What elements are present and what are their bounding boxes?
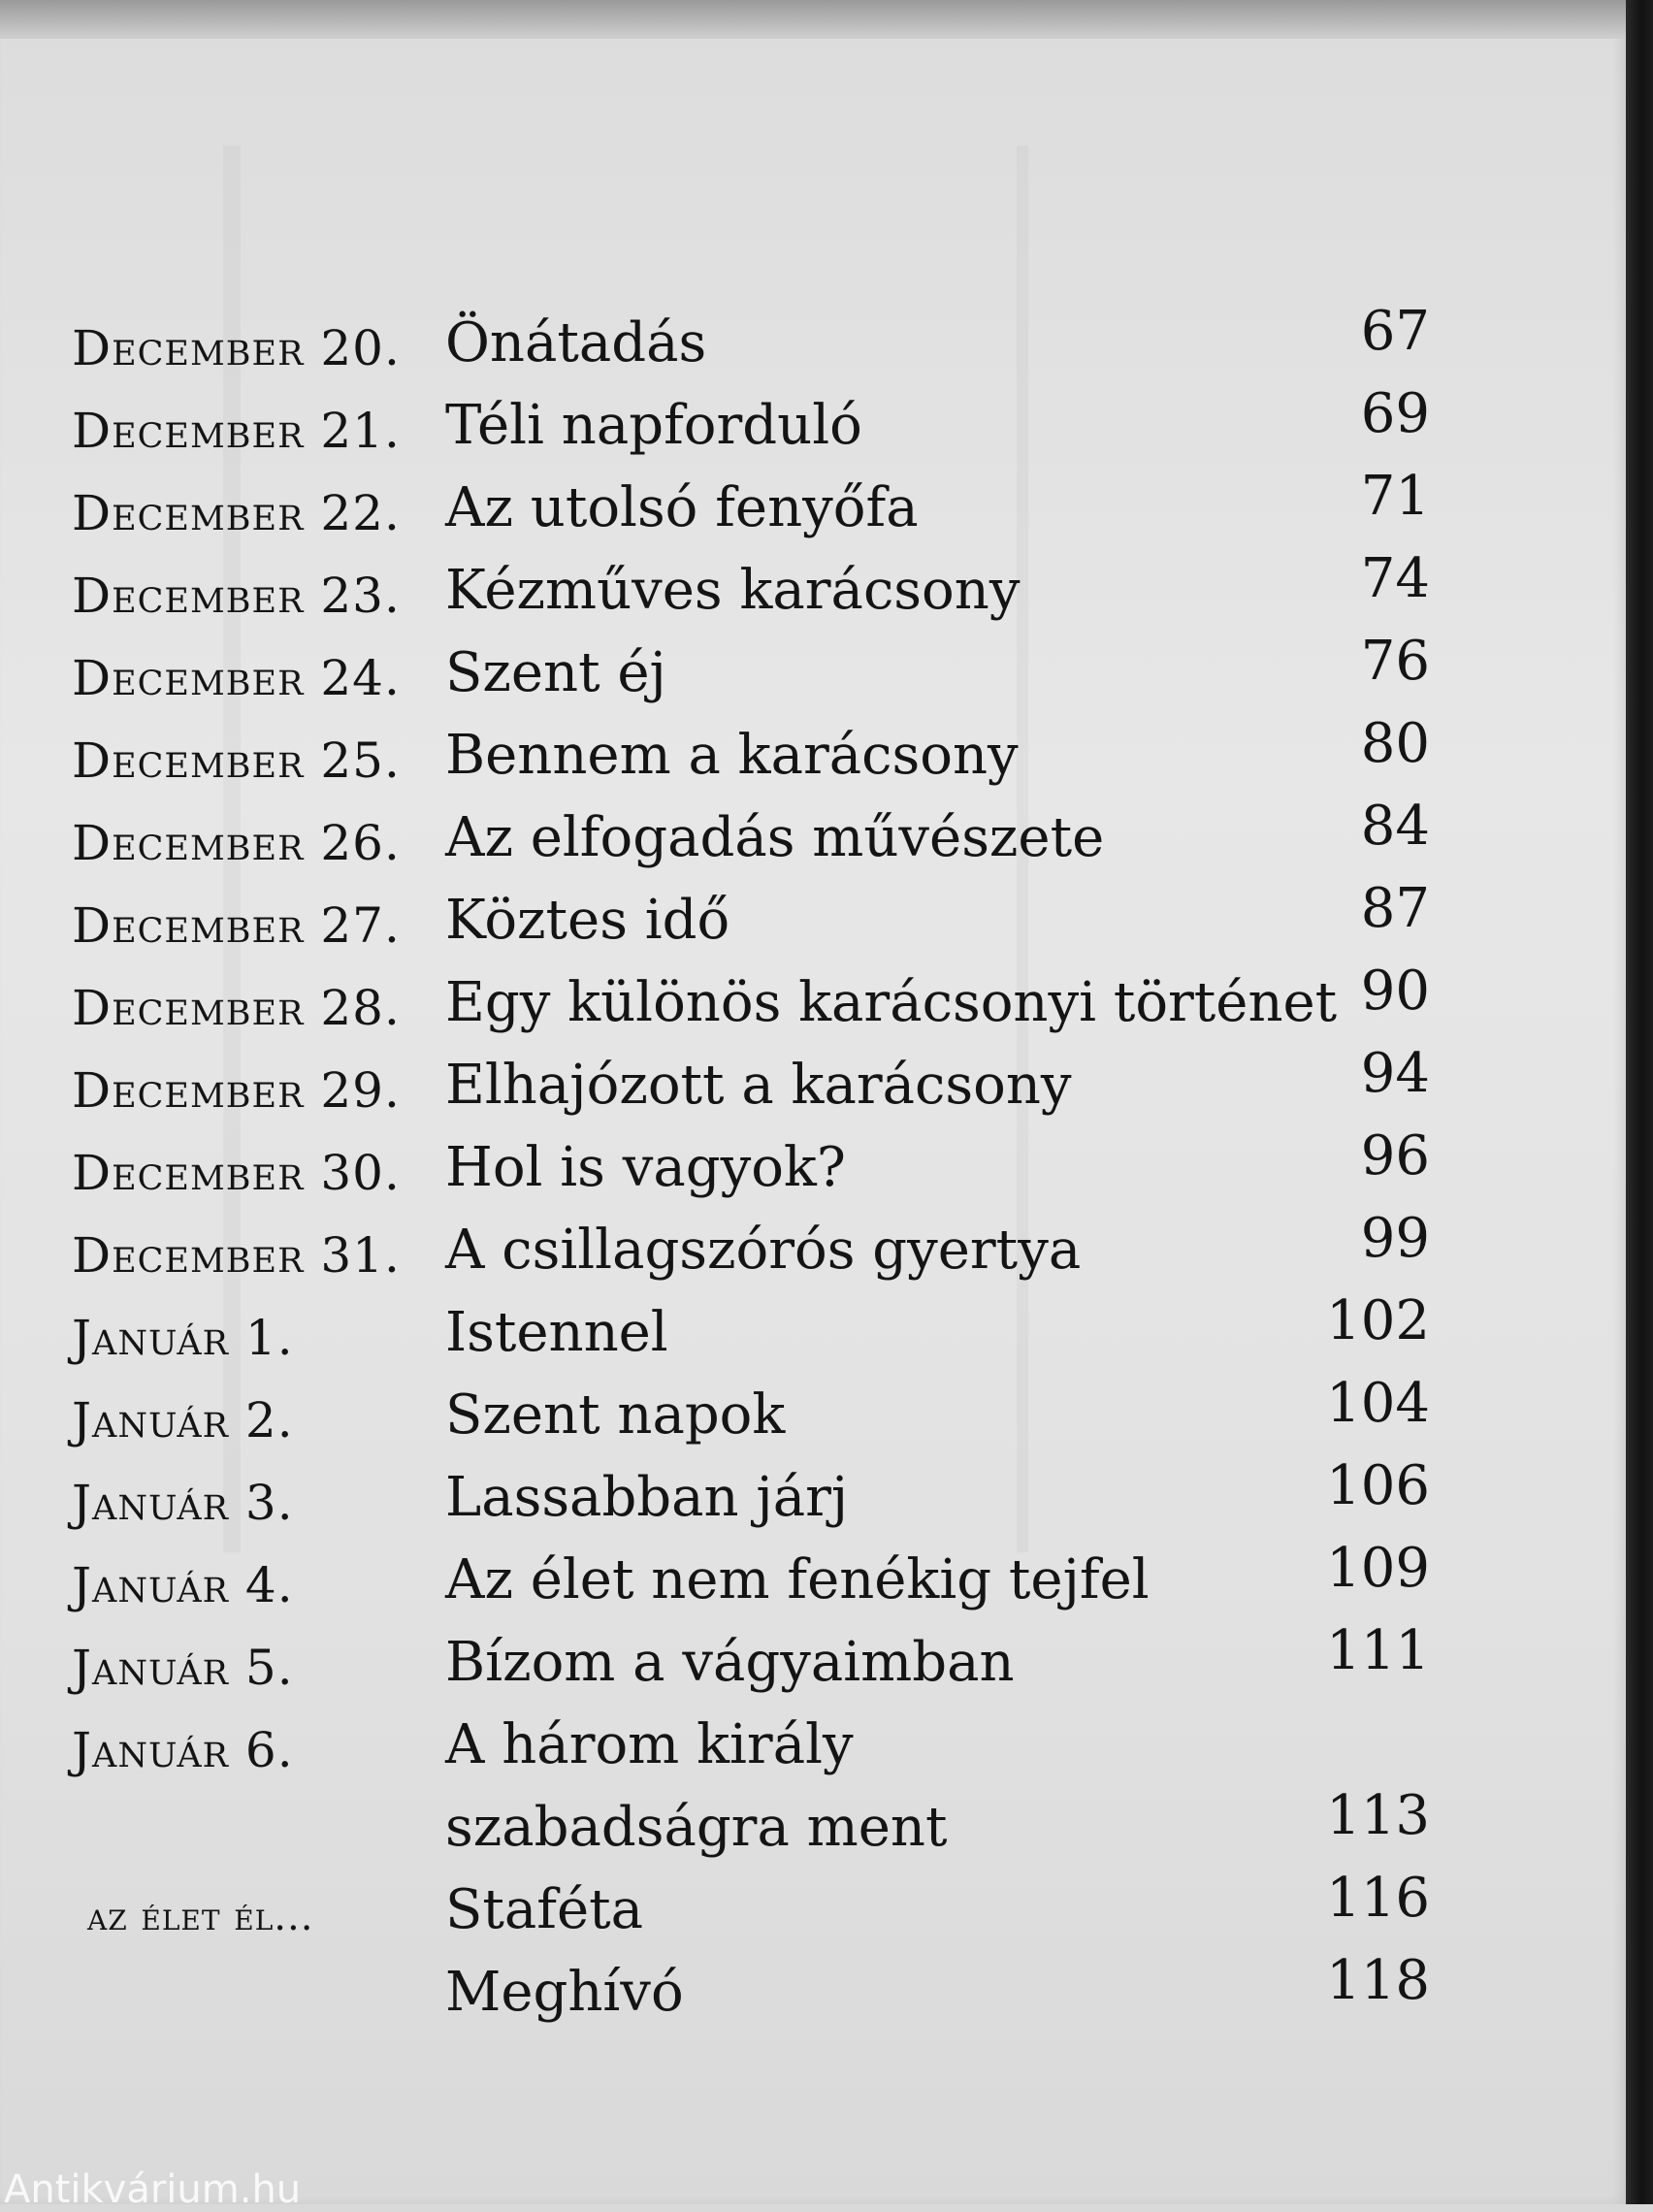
toc-row bbox=[72, 548, 1430, 630]
toc-date: December 31. bbox=[72, 1227, 401, 1284]
toc-row bbox=[72, 1785, 1430, 1867]
toc-date: December 29. bbox=[72, 1062, 401, 1119]
toc-page-number: 76 bbox=[1360, 630, 1430, 693]
toc-date: Január 1. bbox=[72, 1310, 294, 1366]
toc-title: szabadságra ment bbox=[445, 1796, 948, 1859]
toc-row bbox=[72, 1125, 1430, 1207]
page-top-shadow bbox=[0, 0, 1626, 39]
toc-date: December 23. bbox=[72, 568, 401, 624]
toc-date: Január 3. bbox=[72, 1475, 294, 1531]
toc-date: December 24. bbox=[72, 650, 401, 706]
toc-row bbox=[72, 1868, 1430, 1949]
toc-row bbox=[72, 713, 1430, 795]
toc-title: A három király bbox=[445, 1713, 854, 1776]
toc-row bbox=[72, 1950, 1430, 2032]
toc-page-number: 71 bbox=[1360, 465, 1430, 528]
toc-title: Szent napok bbox=[445, 1383, 786, 1447]
toc-title: Hol is vagyok? bbox=[445, 1136, 846, 1199]
toc-title: Bízom a vágyaimban bbox=[445, 1631, 1015, 1694]
toc-row bbox=[72, 1208, 1430, 1289]
toc-title: Az utolsó fenyőfa bbox=[445, 476, 919, 539]
toc-page-number: 74 bbox=[1360, 547, 1430, 610]
toc-row bbox=[72, 1538, 1430, 1619]
toc-page-number: 106 bbox=[1326, 1454, 1430, 1517]
toc-date: Január 2. bbox=[72, 1392, 294, 1448]
toc-row bbox=[72, 1290, 1430, 1372]
toc-row bbox=[72, 383, 1430, 465]
toc-page-number: 84 bbox=[1360, 795, 1430, 858]
toc-page-number: 118 bbox=[1326, 1949, 1430, 2012]
toc-date: December 20. bbox=[72, 320, 401, 376]
toc-page-number: 116 bbox=[1326, 1867, 1430, 1930]
toc-page-number: 94 bbox=[1360, 1042, 1430, 1105]
toc-date: December 22. bbox=[72, 485, 401, 541]
toc-date: December 28. bbox=[72, 980, 401, 1036]
toc-row bbox=[72, 466, 1430, 547]
toc-row bbox=[72, 1455, 1430, 1537]
toc-title: Szent éj bbox=[445, 641, 666, 704]
toc-title: Istennel bbox=[445, 1301, 668, 1364]
toc-date: December 27. bbox=[72, 897, 401, 954]
toc-title: Bennem a karácsony bbox=[445, 724, 1019, 787]
toc-date: Január 6. bbox=[72, 1722, 294, 1778]
toc-date: December 30. bbox=[72, 1145, 401, 1201]
toc-page-number: 113 bbox=[1326, 1784, 1430, 1847]
toc-row bbox=[72, 301, 1430, 382]
watermark: Antikvárium.hu bbox=[4, 2167, 302, 2212]
toc-page-number: 69 bbox=[1360, 382, 1430, 445]
toc-page-number: 99 bbox=[1360, 1207, 1430, 1270]
toc-row bbox=[72, 1703, 1430, 1784]
toc-row bbox=[72, 960, 1430, 1042]
toc-title: Elhajózott a karácsony bbox=[445, 1054, 1072, 1117]
toc-title: Kézműves karácsony bbox=[445, 559, 1021, 622]
toc-title: Staféta bbox=[445, 1878, 644, 1941]
toc-title: Lassabban járj bbox=[445, 1466, 849, 1529]
toc-row bbox=[72, 796, 1430, 877]
toc-page-number: 109 bbox=[1326, 1537, 1430, 1600]
toc-page-number: 80 bbox=[1360, 712, 1430, 775]
toc-row bbox=[72, 1373, 1430, 1454]
toc-date: Január 4. bbox=[72, 1557, 294, 1613]
toc-page-number: 102 bbox=[1326, 1289, 1430, 1352]
toc-page-number: 111 bbox=[1326, 1619, 1430, 1682]
toc-title: A csillagszórós gyertya bbox=[445, 1219, 1082, 1282]
toc-page-number: 67 bbox=[1360, 300, 1430, 363]
toc-title: Önátadás bbox=[445, 311, 707, 374]
toc-row bbox=[72, 1620, 1430, 1702]
toc-title: Egy különös karácsonyi történet bbox=[445, 971, 1338, 1034]
toc-title: Az élet nem fenékig tejfel bbox=[445, 1548, 1150, 1611]
toc-date: December 26. bbox=[72, 815, 401, 871]
book-cover-edge bbox=[1626, 0, 1653, 2204]
toc-date: December 21. bbox=[72, 403, 401, 459]
toc-row bbox=[72, 878, 1430, 960]
toc-page-number: 90 bbox=[1360, 960, 1430, 1023]
toc-section-label: az élet él... bbox=[87, 1895, 314, 1939]
toc-row bbox=[72, 631, 1430, 712]
toc-page-number: 104 bbox=[1326, 1372, 1430, 1435]
toc-page-number: 96 bbox=[1360, 1124, 1430, 1187]
toc-row bbox=[72, 1043, 1430, 1124]
toc-title: Az elfogadás művészete bbox=[445, 806, 1105, 869]
toc-title: Köztes idő bbox=[445, 889, 730, 952]
toc-page-number: 87 bbox=[1360, 877, 1430, 940]
toc-date: December 25. bbox=[72, 732, 401, 789]
toc-date: Január 5. bbox=[72, 1640, 294, 1696]
toc-title: Meghívó bbox=[445, 1961, 684, 2024]
toc-title: Téli napforduló bbox=[445, 394, 862, 457]
